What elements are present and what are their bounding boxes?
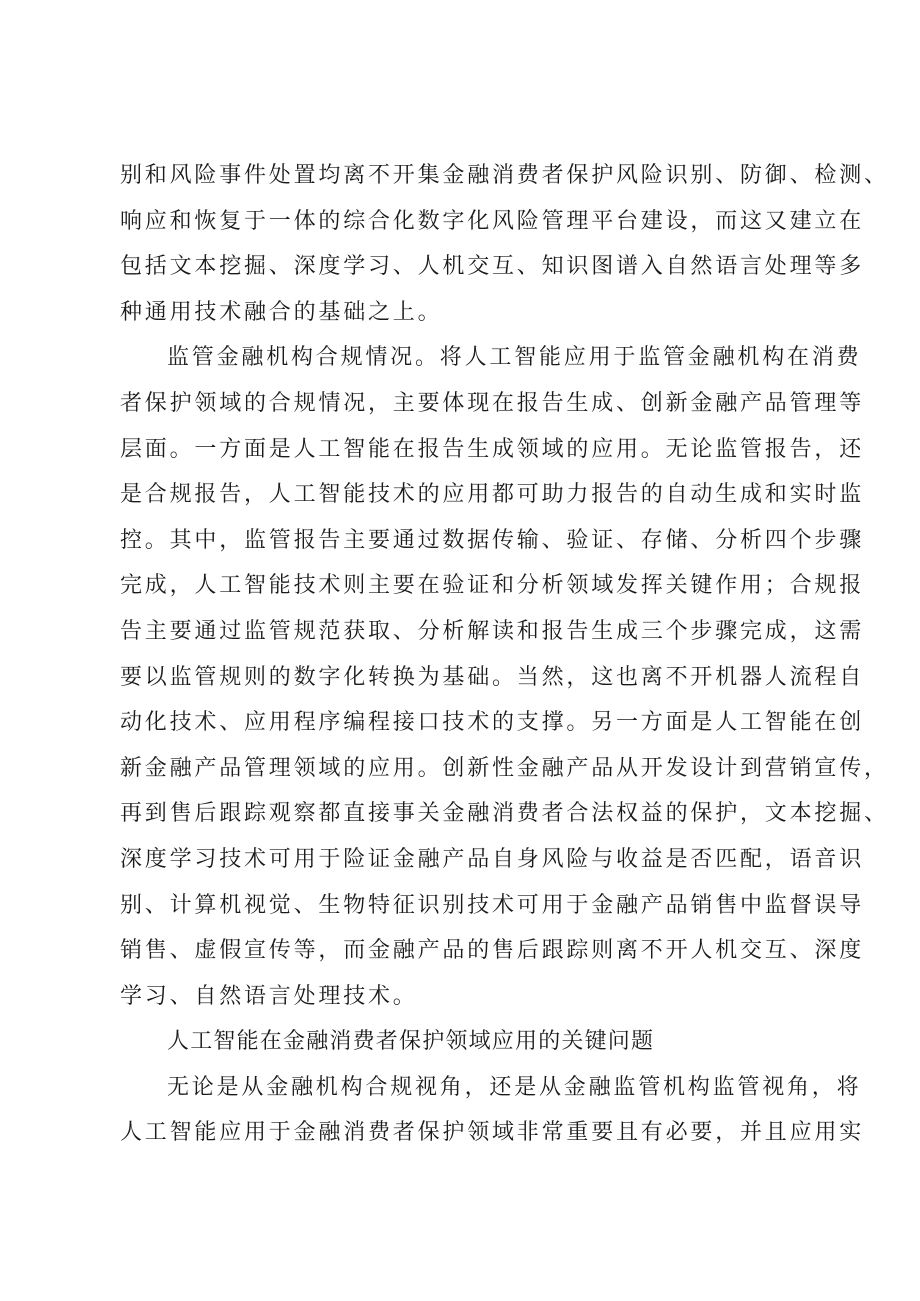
text-line: 层面。一方面是人工智能在报告生成领域的应用。无论监管报告，还: [120, 436, 865, 462]
paragraph-1: [120, 153, 889, 335]
paragraph-3: [120, 1065, 865, 1156]
text-line: 监管金融机构合规情况。将人工智能应用于监管金融机构在消费: [167, 345, 862, 371]
section-heading: 人工智能在金融消费者保护领域应用的关键问题: [167, 1029, 655, 1055]
text-line: 告主要通过监管规范获取、分析解读和报告生成三个步骤完成，这需: [120, 618, 865, 644]
text-line: 学习、自然语言处理技术。: [120, 983, 418, 1009]
text-line: 新金融产品管理领域的应用。创新性金融产品从开发设计到营销宣传，: [120, 755, 889, 781]
text-line: 完成，人工智能技术则主要在验证和分析领域发挥关键作用；合规报: [120, 573, 865, 599]
document-body: [120, 153, 889, 1156]
text-line: 动化技术、应用程序编程接口技术的支撑。另一方面是人工智能在创: [120, 710, 865, 736]
text-line: 别和风险事件处置均离不开集金融消费者保护风险识别、防御、检测、: [120, 163, 889, 188]
text-line: 深度学习技术可用于险证金融产品自身风险与收益是否匹配，语音识: [120, 846, 865, 872]
text-line: 别、计算机视觉、生物特征识别技术可用于金融产品销售中监督误导: [120, 892, 865, 918]
text-line: 是合规报告，人工智能技术的应用都可助力报告的自动生成和实时监: [120, 482, 865, 508]
text-line: 控。其中，监管报告主要通过数据传输、验证、存储、分析四个步骤: [120, 527, 865, 553]
paragraph-2: [120, 335, 889, 1019]
text-line: 种通用技术融合的基础之上。: [120, 299, 443, 325]
text-line: 销售、虚假宣传等，而金融产品的售后跟踪则离不开人机交互、深度: [120, 938, 865, 964]
text-line: 再到售后跟踪观察都直接事关金融消费者合法权益的保护，文本挖掘、: [120, 801, 889, 827]
text-line: 要以监管规则的数字化转换为基础。当然，这也离不开机器人流程自: [120, 664, 865, 690]
text-line: 人工智能应用于金融消费者保护领域非常重要且有必要，并且应用实: [120, 1120, 865, 1146]
text-line: 者保护领域的合规情况，主要体现在报告生成、创新金融产品管理等: [120, 390, 865, 416]
text-line: 响应和恢复于一体的综合化数字化风险管理平台建设，而这又建立在: [120, 208, 865, 234]
text-line: 包括文本挖掘、深度学习、人机交互、知识图谱入自然语言处理等多: [120, 254, 865, 280]
text-line: 无论是从金融机构合规视角，还是从金融监管机构监管视角，将: [167, 1074, 862, 1100]
